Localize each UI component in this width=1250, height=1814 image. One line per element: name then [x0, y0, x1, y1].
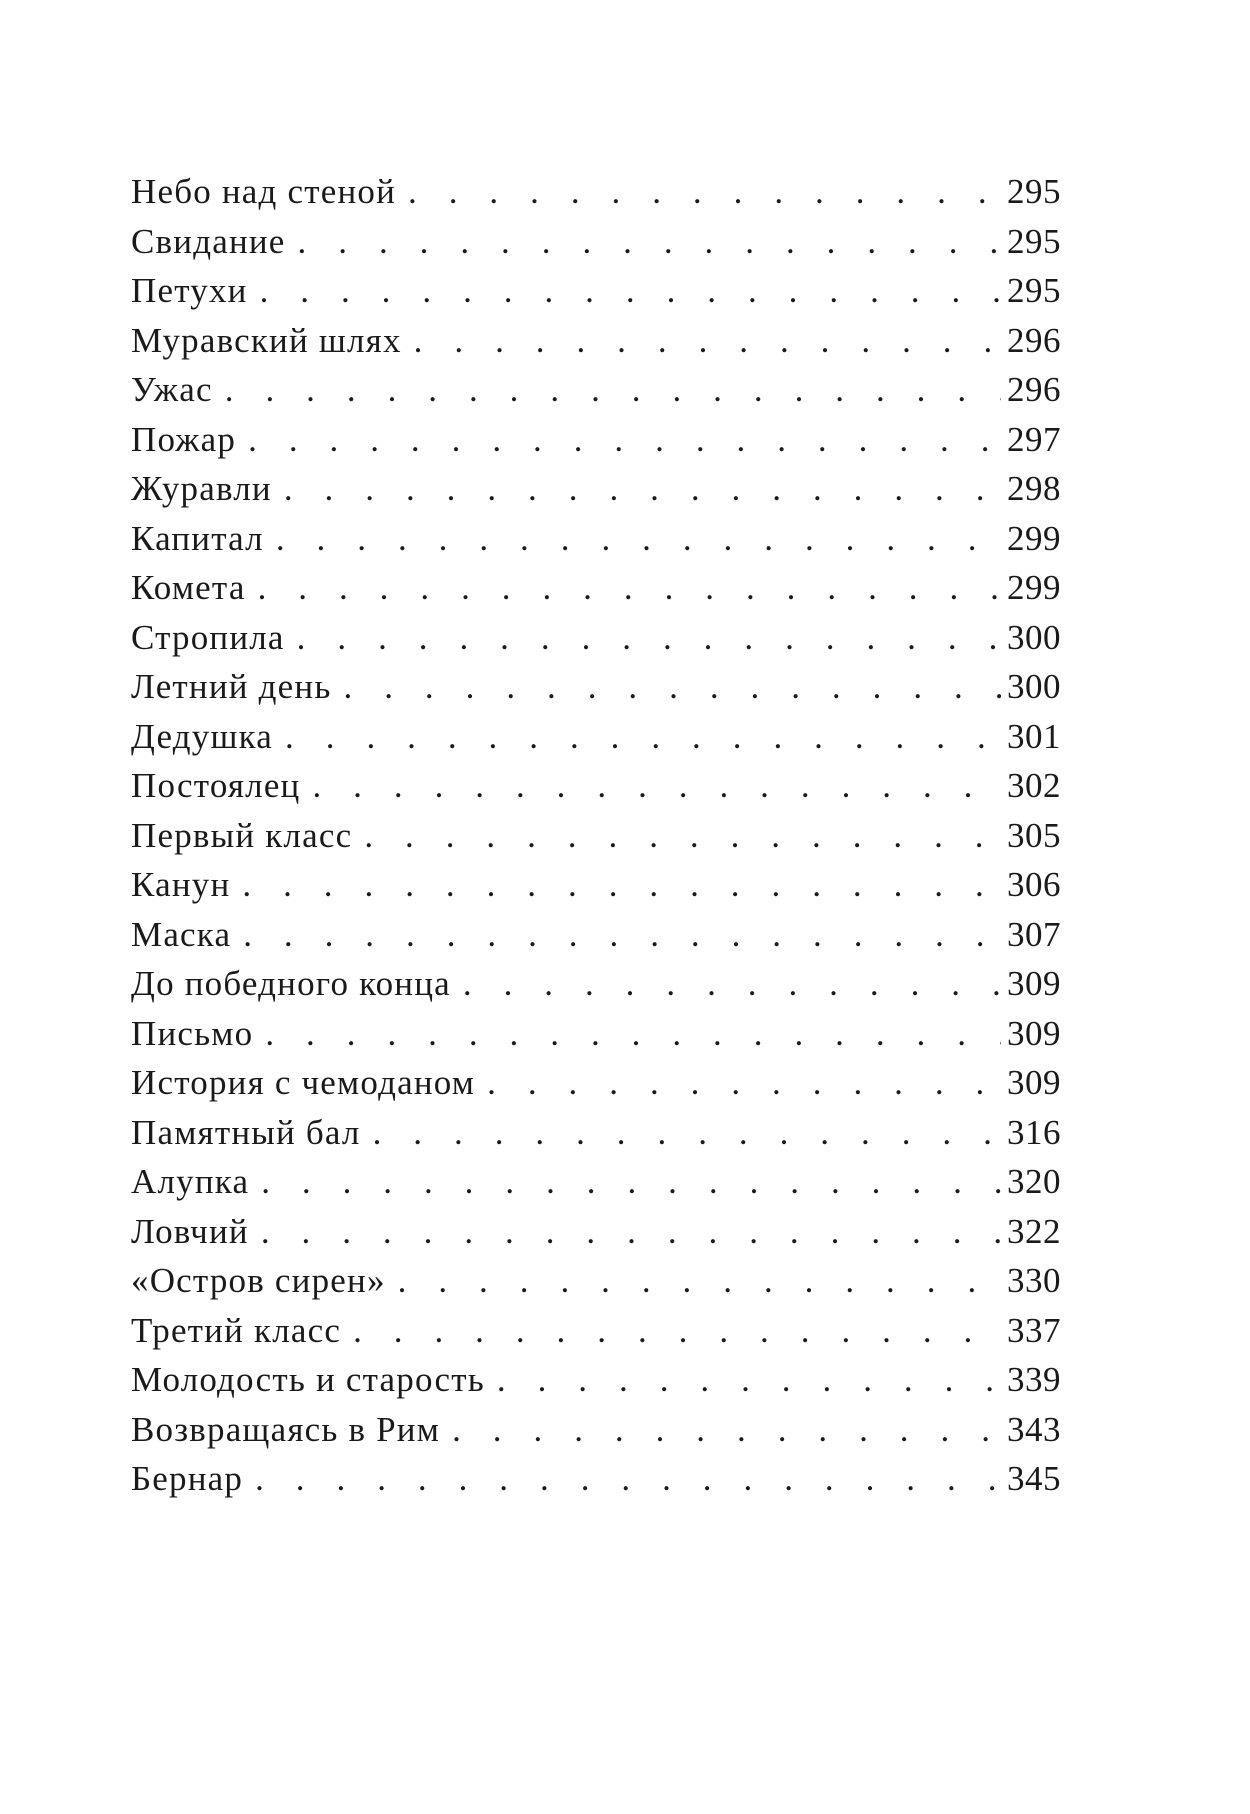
toc-entry [131, 1113, 1061, 1163]
toc-dot-leader [414, 321, 1001, 361]
toc-entry-title: Канун [131, 865, 231, 904]
toc-entry-page: 309 [1007, 964, 1061, 1003]
toc-entry-title: Небо над стеной [131, 172, 397, 211]
toc-dot-leader [284, 469, 1001, 509]
toc-entry [131, 1261, 1061, 1311]
toc-entry-page: 296 [1007, 370, 1061, 409]
toc-dot-leader [408, 172, 1001, 212]
toc-entry-page: 302 [1007, 766, 1061, 805]
toc-entry-page: 316 [1007, 1112, 1061, 1152]
toc-dot-leader [248, 420, 1001, 460]
toc-entry-title: Ловчий [131, 1211, 249, 1251]
toc-entry-page: 298 [1007, 469, 1061, 508]
toc-entry [131, 816, 1061, 866]
toc-dot-leader [312, 766, 1001, 806]
toc-entry [131, 568, 1061, 618]
toc-entry [131, 1212, 1061, 1262]
toc-entry-page: 322 [1007, 1211, 1061, 1251]
toc-entry [131, 420, 1061, 470]
toc-entry [131, 469, 1061, 519]
toc-entry-page: 330 [1007, 1261, 1061, 1300]
toc-entry [131, 321, 1061, 371]
toc-dot-leader [344, 667, 1001, 707]
toc-entry [131, 766, 1061, 816]
toc-entry-page: 306 [1007, 865, 1061, 904]
toc-entry-page: 299 [1007, 568, 1061, 607]
toc-entry-title: Памятный бал [131, 1112, 361, 1152]
toc-entry-title: Бернар [131, 1459, 244, 1498]
toc-entry [131, 1014, 1061, 1064]
toc-entry-title: Петухи [131, 271, 248, 310]
toc-dot-leader [258, 568, 1001, 608]
toc-entry-title: Первый класс [131, 815, 353, 855]
toc-entry-page: 300 [1007, 667, 1061, 706]
toc-dot-leader [243, 915, 1001, 955]
toc-entry-page: 337 [1007, 1310, 1061, 1350]
toc-entry-title: Комета [131, 568, 246, 607]
toc-entry-title: Маска [131, 914, 232, 954]
toc-entry-title: Алупка [131, 1162, 250, 1201]
toc-entry [131, 1360, 1061, 1410]
toc-dot-leader [353, 1311, 1001, 1351]
toc-entry-title: Летний день [131, 667, 332, 706]
toc-entry [131, 370, 1061, 420]
toc-entry [131, 172, 1061, 222]
toc-dot-leader [242, 865, 1001, 905]
toc-entry [131, 667, 1061, 717]
toc-dot-leader [285, 717, 1001, 757]
toc-entry [131, 1459, 1061, 1509]
toc-entry [131, 964, 1061, 1014]
toc-entry-page: 295 [1007, 172, 1061, 211]
toc-entry [131, 1063, 1061, 1113]
toc-entry-title: Капитал [131, 518, 264, 558]
toc-dot-leader [261, 1212, 1001, 1252]
toc-entry-page: 309 [1007, 1013, 1061, 1053]
toc-entry-title: Третий класс [131, 1310, 342, 1350]
toc-entry-title: Возвращаясь в Рим [131, 1409, 441, 1449]
toc-entry-page: 343 [1007, 1409, 1061, 1449]
toc-dot-leader [463, 964, 1001, 1004]
toc-entry-title: Постоялец [131, 766, 301, 805]
toc-entry [131, 222, 1061, 272]
toc-entry-title: Ужас [131, 370, 213, 409]
toc-dot-leader [276, 519, 1001, 559]
toc-entry-page: 295 [1007, 271, 1061, 310]
toc-entry-title: Свидание [131, 221, 286, 261]
toc-entry [131, 915, 1061, 965]
toc-entry-page: 299 [1007, 518, 1061, 558]
toc-entry-title: Журавли [131, 469, 272, 508]
toc-dot-leader [364, 816, 1001, 856]
toc-entry-title: Молодость и старость [131, 1360, 485, 1399]
toc-entry [131, 618, 1061, 668]
toc-dot-leader [398, 1261, 1001, 1301]
toc-entry-page: 320 [1007, 1162, 1061, 1201]
toc-entry [131, 271, 1061, 321]
toc-dot-leader [261, 1162, 1001, 1202]
toc-entry-page: 307 [1007, 914, 1061, 954]
toc-entry-page: 345 [1007, 1459, 1061, 1498]
toc-entry [131, 865, 1061, 915]
toc-entry [131, 717, 1061, 767]
toc-entry-page: 339 [1007, 1360, 1061, 1399]
toc-entry-title: Стропила [131, 617, 285, 657]
toc-entry [131, 519, 1061, 569]
toc-entry-page: 305 [1007, 815, 1061, 855]
toc-entry-page: 309 [1007, 1063, 1061, 1102]
toc-dot-leader [255, 1459, 1001, 1499]
toc-dot-leader [373, 1113, 1001, 1153]
toc-dot-leader [260, 271, 1001, 311]
toc-entry-page: 301 [1007, 716, 1061, 756]
toc-entry-page: 296 [1007, 320, 1061, 360]
toc-entry [131, 1410, 1061, 1460]
toc-dot-leader [265, 1014, 1001, 1054]
toc-dot-leader [487, 1063, 1001, 1103]
toc-entry [131, 1311, 1061, 1361]
toc-entry-title: Дедушка [131, 716, 274, 756]
toc-entry-title: История с чемоданом [131, 1063, 476, 1102]
toc-entry-title: Письмо [131, 1013, 254, 1053]
toc-dot-leader [452, 1410, 1001, 1450]
toc-entry-title: До победного конца [131, 964, 451, 1003]
toc-dot-leader [298, 222, 1001, 262]
toc-dot-leader [297, 618, 1001, 658]
toc-entry-title: «Остров сирен» [131, 1261, 386, 1300]
toc-dot-leader [497, 1360, 1001, 1400]
toc-entry [131, 1162, 1061, 1212]
table-of-contents [131, 172, 1061, 1509]
toc-entry-page: 300 [1007, 617, 1061, 657]
toc-entry-title: Пожар [131, 419, 237, 459]
toc-entry-title: Муравский шлях [131, 320, 402, 360]
toc-dot-leader [225, 370, 1001, 410]
toc-entry-page: 295 [1007, 221, 1061, 261]
toc-entry-page: 297 [1007, 419, 1061, 459]
